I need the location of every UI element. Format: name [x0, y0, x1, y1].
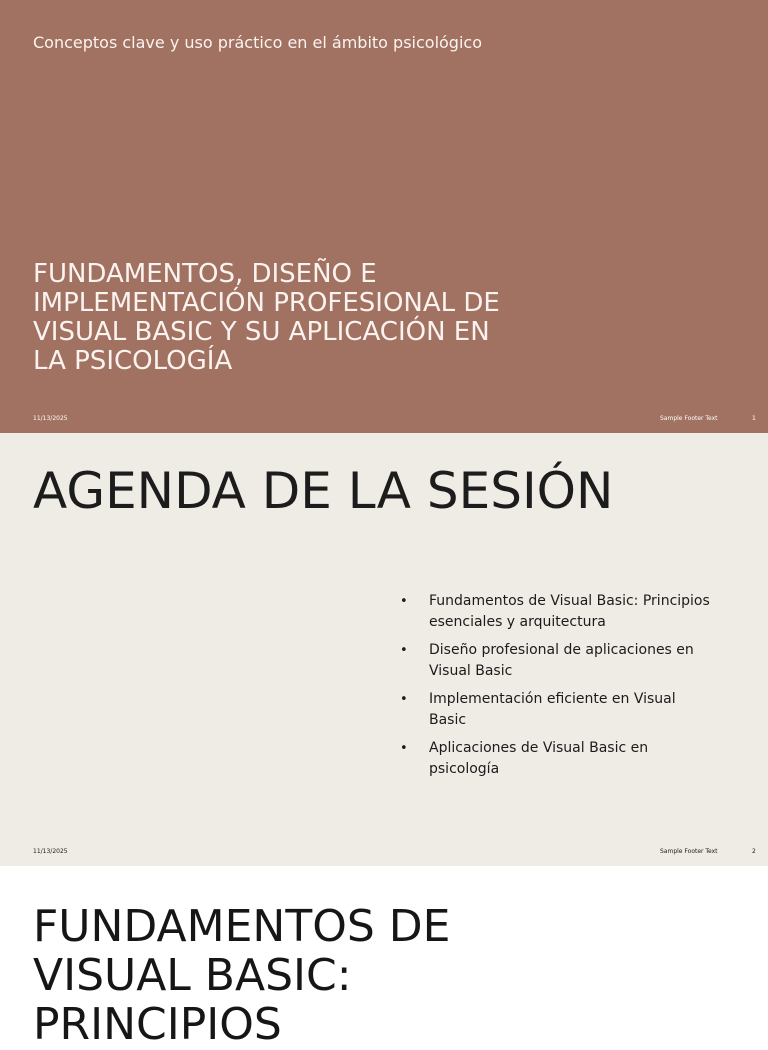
slide-1 — [0, 0, 768, 433]
slide-1-footer-date: 11/13/2025 — [33, 415, 68, 422]
agenda-item: • Aplicaciones de Visual Basic en psicología — [400, 738, 710, 780]
slide-2-page-number: 2 — [752, 848, 756, 855]
agenda-item: • Diseño profesional de aplicaciones en Visual Basic — [400, 640, 710, 682]
slide-1-subtitle: Conceptos clave y uso práctico en el ámbito psicológico — [33, 33, 482, 52]
agenda-item: • Implementación eficiente en Visual Basic — [400, 689, 710, 731]
slide-2 — [0, 433, 768, 866]
slide-2-title: AGENDA DE LA SESIÓN — [33, 462, 614, 520]
slide-1-page-number: 1 — [752, 415, 756, 422]
slide-1-title: FUNDAMENTOS, DISEÑO E IMPLEMENTACIÓN PROFESIONAL DE VISUAL BASIC Y SU APLICACIÓN EN LA PSICOLOGÍA — [33, 259, 500, 376]
slide-2-footer-text: Sample Footer Text — [660, 848, 718, 855]
slide-2-footer-date: 11/13/2025 — [33, 848, 68, 855]
agenda-item: • Fundamentos de Visual Basic: Principios esenciales y arquitectura — [400, 591, 710, 633]
slide-3-title: FUNDAMENTOS DE VISUAL BASIC: PRINCIPIOS — [33, 901, 451, 1050]
slide-1-footer-text: Sample Footer Text — [660, 415, 718, 422]
agenda-list — [400, 591, 710, 787]
slide-3 — [0, 866, 768, 1050]
